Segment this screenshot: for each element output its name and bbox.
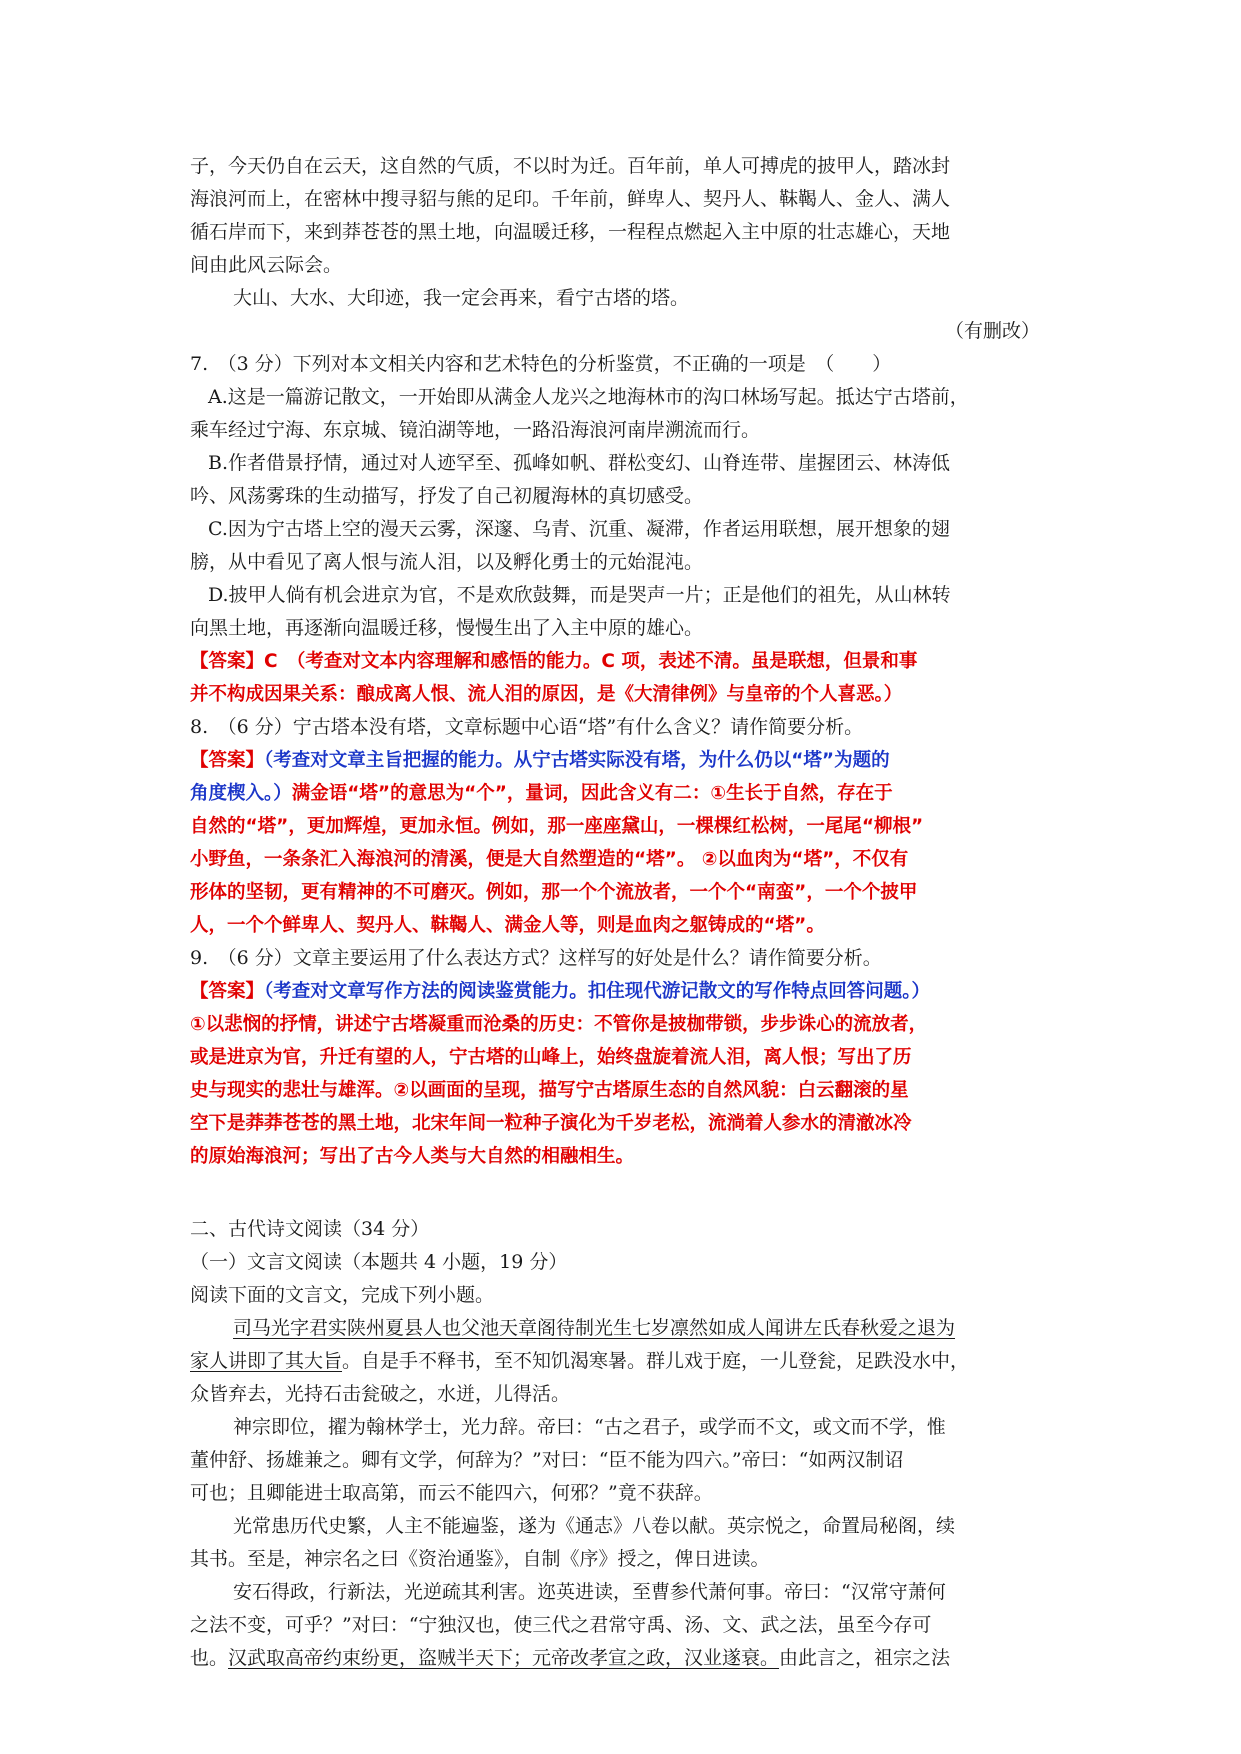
q9-answer-label: 【答案】 bbox=[190, 981, 265, 1002]
q8-answer-text: 小野鱼，一条条汇入海浪河的清溪，便是大自然塑造的“塔”。 ②以血肉为“塔”，不仅有 bbox=[190, 849, 909, 870]
section-2-instruction: 阅读下面的文言文，完成下列小题。 bbox=[190, 1284, 495, 1306]
passage-line: 子，今天仍自在云天，这自然的气质，不以时为迁。百年前，单人可搏虎的披甲人，踏冰封 bbox=[190, 155, 951, 177]
underlined-phrase: 汉武取高帝约束纷更，盗贼半天下；元帝改孝宣之政，汉业遂衰。 bbox=[228, 1647, 780, 1669]
q8-answer-text: 自然的“塔”，更加辉煌，更加永恒。例如，那一座座黛山，一棵棵红松树，一尾尾“柳根” bbox=[190, 816, 924, 837]
q8-answer-hint-cont: 角度楔入。） bbox=[190, 783, 292, 804]
passage-line: 循石岸而下，来到莽苍苍的黑土地，向温暖迁移，一程程点燃起入主中原的壮志雄心，天地 bbox=[190, 221, 951, 243]
q9-answer-text: ①以悲悯的抒情，讲述宁古塔凝重而沧桑的历史：不管你是披枷带锁，步步诛心的流放者， bbox=[190, 1014, 928, 1035]
classical-text-line: 光常患历代史繁，人主不能遍鉴，遂为《通志》八卷以献。英宗悦之，命置局秘阁，续 bbox=[233, 1515, 956, 1537]
q9-answer-text: 或是进京为官，升迁有望的人，宁古塔的山峰上，始终盘旋着流人泪，离人恨；写出了历 bbox=[190, 1047, 912, 1068]
q9-answer-text: 空下是莽莽苍苍的黑土地，北宋年间一粒种子演化为千岁老松，流淌着人参水的清澈冰冷 bbox=[190, 1113, 912, 1134]
question-7-stem: 7. （3 分）下列对本文相关内容和艺术特色的分析鉴赏，不正确的一项是 （ ） bbox=[190, 353, 892, 375]
q8-answer-text: 形体的坚韧，更有精神的不可磨灭。例如，那一个个流放者，一个个“南蛮”，一个个披甲 bbox=[190, 882, 918, 903]
section-2-subtitle: （一）文言文阅读（本题共 4 小题，19 分） bbox=[190, 1251, 568, 1273]
edit-note: （有删改） bbox=[944, 320, 1040, 342]
classical-text-line bbox=[190, 1642, 1070, 1675]
q9-answer-text: 史与现实的悲壮与雄浑。②以画面的呈现，描写宁古塔原生态的自然风貌：白云翻滚的星 bbox=[190, 1080, 909, 1101]
q8-answer-label: 【答案】 bbox=[190, 750, 265, 771]
question-9-stem: 9. （6 分）文章主要运用了什么表达方式？这样写的好处是什么？请作简要分析。 bbox=[190, 947, 882, 969]
passage-line: 海浪河而上，在密林中搜寻貂与熊的足印。千年前，鲜卑人、契丹人、靺鞨人、金人、满人 bbox=[190, 188, 951, 210]
q7-option-a-cont: 乘车经过宁海、东京城、镜泊湖等地，一路沿海浪河南岸溯流而行。 bbox=[190, 419, 761, 441]
passage-closing-line: 大山、大水、大印迹，我一定会再来，看宁古塔的塔。 bbox=[233, 287, 690, 309]
classical-text-fragment: 。自是手不释书，至不知饥渴寒暑。群儿戏于庭，一儿登瓮，足跌没水中， bbox=[342, 1350, 970, 1372]
q9-answer-line bbox=[190, 975, 1070, 1008]
classical-text-line-underlined: 司马光字君实陕州夏县人也父池天章阁待制光生七岁凛然如成人闻讲左氏春秋爱之退为 bbox=[233, 1317, 956, 1339]
q9-answer-text: 的原始海浪河；写出了古今人类与大自然的相融相生。 bbox=[190, 1146, 635, 1167]
section-gap bbox=[190, 1173, 1070, 1213]
passage-line: 间由此风云际会。 bbox=[190, 254, 343, 276]
q7-option-c-cont: 膀，从中看见了离人恨与流人泪，以及孵化勇士的元始混沌。 bbox=[190, 551, 704, 573]
underlined-phrase: 家人讲即了其大旨 bbox=[190, 1350, 343, 1372]
classical-text-line: 之法不变，可乎？”对曰：“宁独汉也，使三代之君常守禹、汤、文、武之法，虽至今存可 bbox=[190, 1614, 932, 1636]
q7-option-b-cont: 吟、风荡雾珠的生动描写，抒发了自己初履海林的真切感受。 bbox=[190, 485, 704, 507]
question-8-stem: 8. （6 分）宁古塔本没有塔，文章标题中心语“塔”有什么含义？请作简要分析。 bbox=[190, 716, 864, 738]
q8-answer-line bbox=[190, 777, 1070, 810]
document-page bbox=[190, 150, 1070, 1675]
classical-text-line: 众皆弃去，光持石击瓮破之，水迸，儿得活。 bbox=[190, 1383, 571, 1405]
classical-text-line bbox=[190, 1345, 1070, 1378]
classical-text-fragment: 也。 bbox=[190, 1647, 229, 1669]
classical-text-line: 其书。至是，神宗名之曰《资治通鉴》，自制《序》授之，俾日进读。 bbox=[190, 1548, 770, 1570]
q8-answer-text: 人，一个个鲜卑人、契丹人、靺鞨人、满金人等，则是血肉之躯铸成的“塔”。 bbox=[190, 915, 825, 936]
q7-option-d-cont: 向黑土地，再逐渐向温暖迁移，慢慢生出了入主中原的雄心。 bbox=[190, 617, 704, 639]
q7-option-d: D.披甲人倘有机会进京为官，不是欢欣鼓舞，而是哭声一片；正是他们的祖先，从山林转 bbox=[208, 584, 951, 606]
q7-answer-cont: 并不构成因果关系：酿成离人恨、流人泪的原因，是《大清律例》与皇帝的个人喜恶。） bbox=[190, 684, 903, 705]
q8-answer-text: 满金语“塔”的意思为“个”，量词，因此含义有二：①生长于自然，存在于 bbox=[291, 783, 893, 804]
classical-text-line: 神宗即位，擢为翰林学士，光力辞。帝曰：“古之君子，或学而不文，或文而不学，惟 bbox=[233, 1416, 946, 1438]
q9-answer-hint: （考查对文章写作方法的阅读鉴赏能力。扣住现代游记散文的写作特点回答问题。） bbox=[264, 981, 931, 1002]
q7-answer: 【答案】C （考查对文本内容理解和感悟的能力。C 项，表述不清。虽是联想，但景和事 bbox=[190, 651, 918, 672]
classical-text-fragment: 由此言之，祖宗之法 bbox=[779, 1647, 951, 1669]
q8-answer-line bbox=[190, 744, 1070, 777]
section-2-title: 二、古代诗文阅读（34 分） bbox=[190, 1218, 430, 1240]
classical-text-line: 可也；且卿能进士取高第，而云不能四六，何邪？”竟不获辞。 bbox=[190, 1482, 713, 1504]
classical-text-line: 董仲舒、扬雄兼之。卿有文学，何辞为？”对曰：“臣不能为四六。”帝曰：“如两汉制诏 bbox=[190, 1449, 904, 1471]
q8-answer-hint: （考查对文章主旨把握的能力。从宁古塔实际没有塔，为什么仍以“塔”为题的 bbox=[264, 750, 890, 771]
q7-option-b: B.作者借景抒情，通过对人迹罕至、孤峰如帆、群松变幻、山脊连带、崖握团云、林涛低 bbox=[208, 452, 951, 474]
classical-text-line: 安石得政，行新法，光逆疏其利害。迩英进读，至曹参代萧何事。帝曰：“汉常守萧何 bbox=[233, 1581, 946, 1603]
q7-option-c: C.因为宁古塔上空的漫天云雾，深邃、乌青、沉重、凝滞，作者运用联想，展开想象的翅 bbox=[208, 518, 950, 540]
q7-option-a: A.这是一篇游记散文，一开始即从满金人龙兴之地海林市的沟口林场写起。抵达宁古塔前， bbox=[208, 386, 969, 408]
